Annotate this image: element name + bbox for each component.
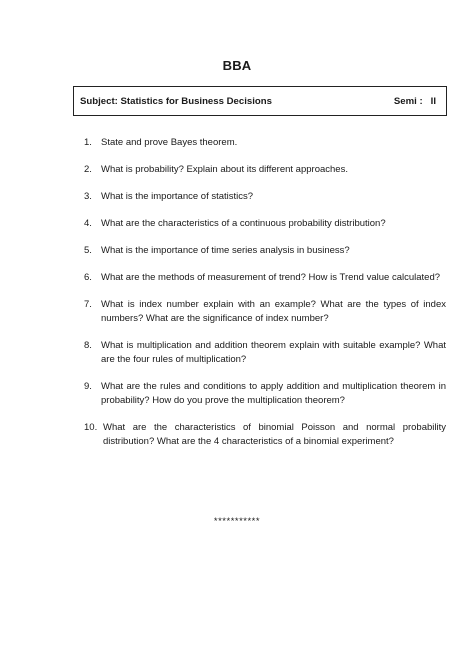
question-item (84, 271, 446, 285)
semester-label-group (394, 96, 436, 107)
question-number: 8. (84, 340, 92, 351)
question-text: What is index number explain with an example? What are the types of index numbers? What are the significance of index number? (101, 299, 446, 324)
question-item (84, 136, 446, 150)
question-item (84, 190, 446, 204)
question-number: 7. (84, 299, 92, 310)
question-number: 5. (84, 245, 92, 256)
semester-value: II (430, 96, 436, 107)
question-text: What is probability? Explain about its different approaches. (101, 164, 348, 175)
question-number: 9. (84, 381, 92, 392)
end-marker: *********** (213, 516, 261, 527)
document-title: BBA (222, 58, 252, 73)
question-number: 6. (84, 272, 92, 283)
question-text: What are the characteristics of binomial Poisson and normal probability distribution? What are the 4 characteristics of a binomial experiment? (103, 422, 446, 447)
subject-header-box (73, 86, 447, 116)
question-item (84, 380, 446, 408)
subject-label: Subject: Statistics for Business Decisions (80, 96, 272, 107)
question-text: What are the rules and conditions to apply addition and multiplication theorem in probability? How do you prove the multiplication theorem? (101, 381, 446, 406)
question-text: What is the importance of statistics? (101, 191, 254, 202)
question-text: State and prove Bayes theorem. (101, 137, 238, 148)
question-item (84, 298, 446, 326)
question-item (84, 217, 446, 231)
question-number: 4. (84, 218, 92, 229)
question-item (84, 163, 446, 177)
question-text: What is multiplication and addition theorem explain with suitable example? What are the four rules of multiplication? (101, 340, 446, 365)
question-number: 10. (84, 422, 98, 433)
question-text: What are the methods of measurement of trend? How is Trend value calculated? (101, 272, 441, 283)
question-text: What are the characteristics of a continuous probability distribution? (101, 218, 386, 229)
question-number: 2. (84, 164, 92, 175)
question-item (84, 244, 446, 258)
question-number: 1. (84, 137, 92, 148)
semester-label: Semi : (393, 96, 423, 107)
question-text: What is the importance of time series analysis in business? (101, 245, 350, 256)
question-number: 3. (84, 191, 92, 202)
question-item (84, 339, 446, 367)
question-item (84, 421, 446, 449)
question-list (84, 136, 446, 462)
